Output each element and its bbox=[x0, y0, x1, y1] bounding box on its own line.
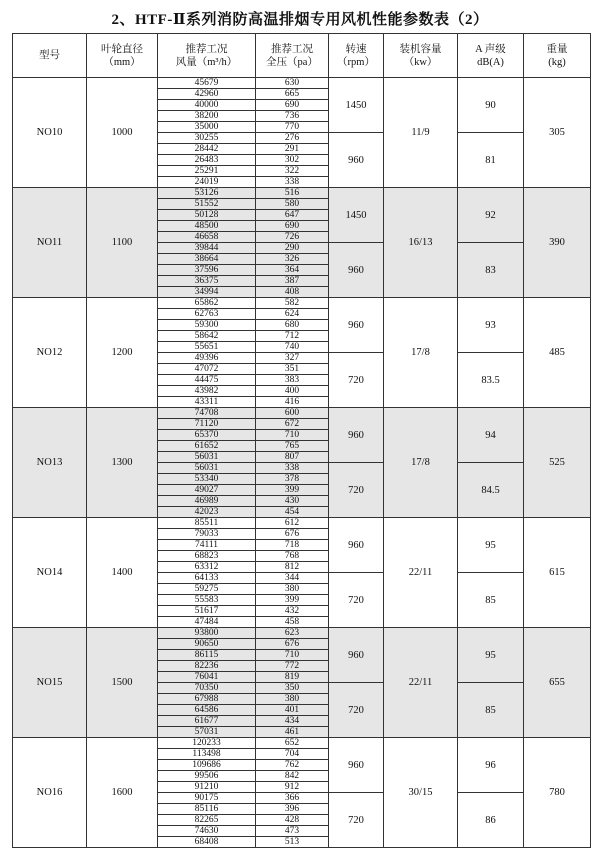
pressure-cell: 718 bbox=[256, 540, 329, 551]
pressure-cell: 710 bbox=[256, 650, 329, 661]
power-cell: 16/13 bbox=[384, 188, 458, 298]
speed-cell: 960 bbox=[329, 408, 384, 463]
header-power-line1: 装机容量 bbox=[399, 43, 442, 55]
airflow-cell: 43982 bbox=[158, 386, 256, 397]
pressure-cell: 740 bbox=[256, 342, 329, 353]
diameter-cell: 1100 bbox=[87, 188, 158, 298]
model-cell: NO12 bbox=[13, 298, 87, 408]
table-row bbox=[13, 188, 591, 199]
airflow-cell: 85511 bbox=[158, 518, 256, 529]
noise-cell: 92 bbox=[458, 188, 524, 243]
airflow-cell: 63312 bbox=[158, 562, 256, 573]
airflow-cell: 113498 bbox=[158, 749, 256, 760]
pressure-cell: 461 bbox=[256, 727, 329, 738]
pressure-cell: 762 bbox=[256, 760, 329, 771]
table-body bbox=[13, 78, 591, 848]
airflow-cell: 47484 bbox=[158, 617, 256, 628]
pressure-cell: 454 bbox=[256, 507, 329, 518]
header-diameter bbox=[87, 34, 158, 78]
noise-cell: 83 bbox=[458, 243, 524, 298]
airflow-cell: 74708 bbox=[158, 408, 256, 419]
airflow-cell: 49027 bbox=[158, 485, 256, 496]
noise-cell: 85 bbox=[458, 573, 524, 628]
airflow-cell: 85116 bbox=[158, 804, 256, 815]
pressure-cell: 276 bbox=[256, 133, 329, 144]
airflow-cell: 57031 bbox=[158, 727, 256, 738]
airflow-cell: 120233 bbox=[158, 738, 256, 749]
airflow-cell: 56031 bbox=[158, 452, 256, 463]
airflow-cell: 61677 bbox=[158, 716, 256, 727]
pressure-cell: 736 bbox=[256, 111, 329, 122]
header-weight-line1: 重量 bbox=[546, 43, 568, 55]
pressure-cell: 338 bbox=[256, 177, 329, 188]
pressure-cell: 291 bbox=[256, 144, 329, 155]
speed-cell: 720 bbox=[329, 463, 384, 518]
weight-cell: 780 bbox=[524, 738, 591, 848]
airflow-cell: 24019 bbox=[158, 177, 256, 188]
speed-cell: 1450 bbox=[329, 188, 384, 243]
airflow-cell: 70350 bbox=[158, 683, 256, 694]
header-model-line1: 型号 bbox=[39, 50, 60, 61]
page-title: 2、HTF-Ⅱ系列消防高温排烟专用风机性能参数表（2） bbox=[111, 12, 489, 28]
pressure-cell: 623 bbox=[256, 628, 329, 639]
header-model bbox=[13, 34, 87, 78]
noise-cell: 85 bbox=[458, 683, 524, 738]
header-speed-line2: （rpm） bbox=[337, 56, 375, 68]
airflow-cell: 74111 bbox=[158, 540, 256, 551]
speed-cell: 720 bbox=[329, 793, 384, 848]
pressure-cell: 765 bbox=[256, 441, 329, 452]
pressure-cell: 401 bbox=[256, 705, 329, 716]
model-cell: NO10 bbox=[13, 78, 87, 188]
airflow-cell: 46989 bbox=[158, 496, 256, 507]
table-header-row bbox=[13, 34, 591, 78]
table-row bbox=[13, 78, 591, 89]
pressure-cell: 380 bbox=[256, 584, 329, 595]
noise-cell: 84.5 bbox=[458, 463, 524, 518]
pressure-cell: 416 bbox=[256, 397, 329, 408]
pressure-cell: 290 bbox=[256, 243, 329, 254]
pressure-cell: 612 bbox=[256, 518, 329, 529]
pressure-cell: 322 bbox=[256, 166, 329, 177]
airflow-cell: 43311 bbox=[158, 397, 256, 408]
pressure-cell: 600 bbox=[256, 408, 329, 419]
pressure-cell: 364 bbox=[256, 265, 329, 276]
airflow-cell: 47072 bbox=[158, 364, 256, 375]
pressure-cell: 387 bbox=[256, 276, 329, 287]
airflow-cell: 53340 bbox=[158, 474, 256, 485]
diameter-cell: 1400 bbox=[87, 518, 158, 628]
speed-cell: 960 bbox=[329, 133, 384, 188]
pressure-cell: 676 bbox=[256, 529, 329, 540]
diameter-cell: 1300 bbox=[87, 408, 158, 518]
pressure-cell: 327 bbox=[256, 353, 329, 364]
header-speed bbox=[329, 34, 384, 78]
pressure-cell: 302 bbox=[256, 155, 329, 166]
model-cell: NO15 bbox=[13, 628, 87, 738]
airflow-cell: 30255 bbox=[158, 133, 256, 144]
speed-cell: 1450 bbox=[329, 78, 384, 133]
power-cell: 17/8 bbox=[384, 408, 458, 518]
table-row bbox=[13, 298, 591, 309]
airflow-cell: 61652 bbox=[158, 441, 256, 452]
header-noise bbox=[458, 34, 524, 78]
pressure-cell: 396 bbox=[256, 804, 329, 815]
pressure-cell: 399 bbox=[256, 595, 329, 606]
pressure-cell: 378 bbox=[256, 474, 329, 485]
weight-cell: 525 bbox=[524, 408, 591, 518]
pressure-cell: 770 bbox=[256, 122, 329, 133]
pressure-cell: 647 bbox=[256, 210, 329, 221]
weight-cell: 305 bbox=[524, 78, 591, 188]
noise-cell: 93 bbox=[458, 298, 524, 353]
noise-cell: 86 bbox=[458, 793, 524, 848]
diameter-cell: 1600 bbox=[87, 738, 158, 848]
airflow-cell: 56031 bbox=[158, 463, 256, 474]
pressure-cell: 434 bbox=[256, 716, 329, 727]
airflow-cell: 38664 bbox=[158, 254, 256, 265]
airflow-cell: 51617 bbox=[158, 606, 256, 617]
pressure-cell: 380 bbox=[256, 694, 329, 705]
pressure-cell: 652 bbox=[256, 738, 329, 749]
airflow-cell: 39844 bbox=[158, 243, 256, 254]
header-diameter-line1: 叶轮直径 bbox=[101, 43, 143, 55]
airflow-cell: 46658 bbox=[158, 232, 256, 243]
speed-cell: 960 bbox=[329, 518, 384, 573]
airflow-cell: 55583 bbox=[158, 595, 256, 606]
airflow-cell: 91210 bbox=[158, 782, 256, 793]
pressure-cell: 772 bbox=[256, 661, 329, 672]
header-airflow-line1: 推荐工况 bbox=[185, 43, 228, 55]
pressure-cell: 400 bbox=[256, 386, 329, 397]
table-row bbox=[13, 738, 591, 749]
weight-cell: 655 bbox=[524, 628, 591, 738]
pressure-cell: 672 bbox=[256, 419, 329, 430]
airflow-cell: 35000 bbox=[158, 122, 256, 133]
diameter-cell: 1000 bbox=[87, 78, 158, 188]
pressure-cell: 712 bbox=[256, 331, 329, 342]
airflow-cell: 82236 bbox=[158, 661, 256, 672]
pressure-cell: 351 bbox=[256, 364, 329, 375]
power-cell: 17/8 bbox=[384, 298, 458, 408]
pressure-cell: 676 bbox=[256, 639, 329, 650]
noise-cell: 81 bbox=[458, 133, 524, 188]
airflow-cell: 64133 bbox=[158, 573, 256, 584]
airflow-cell: 45679 bbox=[158, 78, 256, 89]
header-noise-line1: A 声级 bbox=[475, 43, 506, 55]
table-row bbox=[13, 408, 591, 419]
airflow-cell: 36375 bbox=[158, 276, 256, 287]
power-cell: 11/9 bbox=[384, 78, 458, 188]
airflow-cell: 42960 bbox=[158, 89, 256, 100]
pressure-cell: 680 bbox=[256, 320, 329, 331]
airflow-cell: 55651 bbox=[158, 342, 256, 353]
airflow-cell: 58642 bbox=[158, 331, 256, 342]
pressure-cell: 710 bbox=[256, 430, 329, 441]
pressure-cell: 624 bbox=[256, 309, 329, 320]
airflow-cell: 76041 bbox=[158, 672, 256, 683]
header-noise-line2: dB(A) bbox=[477, 56, 504, 68]
airflow-cell: 40000 bbox=[158, 100, 256, 111]
header-airflow-line2: 风量（m³/h） bbox=[175, 56, 238, 68]
header-pressure-line2: 全压（pa） bbox=[266, 56, 318, 68]
airflow-cell: 59300 bbox=[158, 320, 256, 331]
pressure-cell: 338 bbox=[256, 463, 329, 474]
pressure-cell: 399 bbox=[256, 485, 329, 496]
airflow-cell: 79033 bbox=[158, 529, 256, 540]
airflow-cell: 59275 bbox=[158, 584, 256, 595]
airflow-cell: 86115 bbox=[158, 650, 256, 661]
pressure-cell: 383 bbox=[256, 375, 329, 386]
pressure-cell: 513 bbox=[256, 837, 329, 848]
header-pressure-line1: 推荐工况 bbox=[271, 43, 313, 55]
speed-cell: 720 bbox=[329, 683, 384, 738]
pressure-cell: 912 bbox=[256, 782, 329, 793]
pressure-cell: 582 bbox=[256, 298, 329, 309]
airflow-cell: 50128 bbox=[158, 210, 256, 221]
pressure-cell: 344 bbox=[256, 573, 329, 584]
pressure-cell: 726 bbox=[256, 232, 329, 243]
header-diameter-line2: （mm） bbox=[103, 56, 141, 68]
pressure-cell: 408 bbox=[256, 287, 329, 298]
airflow-cell: 28442 bbox=[158, 144, 256, 155]
noise-cell: 96 bbox=[458, 738, 524, 793]
speed-cell: 960 bbox=[329, 738, 384, 793]
pressure-cell: 432 bbox=[256, 606, 329, 617]
pressure-cell: 768 bbox=[256, 551, 329, 562]
model-cell: NO13 bbox=[13, 408, 87, 518]
airflow-cell: 34994 bbox=[158, 287, 256, 298]
airflow-cell: 26483 bbox=[158, 155, 256, 166]
noise-cell: 90 bbox=[458, 78, 524, 133]
pressure-cell: 366 bbox=[256, 793, 329, 804]
pressure-cell: 516 bbox=[256, 188, 329, 199]
speed-cell: 720 bbox=[329, 573, 384, 628]
pressure-cell: 819 bbox=[256, 672, 329, 683]
pressure-cell: 704 bbox=[256, 749, 329, 760]
airflow-cell: 62763 bbox=[158, 309, 256, 320]
noise-cell: 83.5 bbox=[458, 353, 524, 408]
airflow-cell: 74630 bbox=[158, 826, 256, 837]
pressure-cell: 350 bbox=[256, 683, 329, 694]
pressure-cell: 807 bbox=[256, 452, 329, 463]
pressure-cell: 580 bbox=[256, 199, 329, 210]
airflow-cell: 65862 bbox=[158, 298, 256, 309]
airflow-cell: 44475 bbox=[158, 375, 256, 386]
power-cell: 22/11 bbox=[384, 628, 458, 738]
header-power bbox=[384, 34, 458, 78]
airflow-cell: 38200 bbox=[158, 111, 256, 122]
pressure-cell: 690 bbox=[256, 221, 329, 232]
model-cell: NO16 bbox=[13, 738, 87, 848]
airflow-cell: 109686 bbox=[158, 760, 256, 771]
diameter-cell: 1200 bbox=[87, 298, 158, 408]
airflow-cell: 37596 bbox=[158, 265, 256, 276]
airflow-cell: 68408 bbox=[158, 837, 256, 848]
airflow-cell: 82265 bbox=[158, 815, 256, 826]
pressure-cell: 326 bbox=[256, 254, 329, 265]
speed-cell: 960 bbox=[329, 298, 384, 353]
airflow-cell: 49396 bbox=[158, 353, 256, 364]
airflow-cell: 71120 bbox=[158, 419, 256, 430]
pressure-cell: 473 bbox=[256, 826, 329, 837]
pressure-cell: 812 bbox=[256, 562, 329, 573]
header-power-line2: （kw） bbox=[403, 56, 438, 68]
airflow-cell: 51552 bbox=[158, 199, 256, 210]
pressure-cell: 430 bbox=[256, 496, 329, 507]
table-row bbox=[13, 518, 591, 529]
header-airflow bbox=[158, 34, 256, 78]
airflow-cell: 42023 bbox=[158, 507, 256, 518]
speed-cell: 960 bbox=[329, 628, 384, 683]
model-cell: NO14 bbox=[13, 518, 87, 628]
header-pressure bbox=[256, 34, 329, 78]
pressure-cell: 458 bbox=[256, 617, 329, 628]
airflow-cell: 67988 bbox=[158, 694, 256, 705]
airflow-cell: 65370 bbox=[158, 430, 256, 441]
weight-cell: 485 bbox=[524, 298, 591, 408]
speed-cell: 720 bbox=[329, 353, 384, 408]
diameter-cell: 1500 bbox=[87, 628, 158, 738]
model-cell: NO11 bbox=[13, 188, 87, 298]
pressure-cell: 842 bbox=[256, 771, 329, 782]
noise-cell: 95 bbox=[458, 518, 524, 573]
airflow-cell: 90650 bbox=[158, 639, 256, 650]
airflow-cell: 68823 bbox=[158, 551, 256, 562]
noise-cell: 95 bbox=[458, 628, 524, 683]
header-weight bbox=[524, 34, 591, 78]
power-cell: 22/11 bbox=[384, 518, 458, 628]
airflow-cell: 48500 bbox=[158, 221, 256, 232]
pressure-cell: 630 bbox=[256, 78, 329, 89]
pressure-cell: 690 bbox=[256, 100, 329, 111]
pressure-cell: 665 bbox=[256, 89, 329, 100]
table-row bbox=[13, 628, 591, 639]
airflow-cell: 64586 bbox=[158, 705, 256, 716]
airflow-cell: 90175 bbox=[158, 793, 256, 804]
weight-cell: 615 bbox=[524, 518, 591, 628]
power-cell: 30/15 bbox=[384, 738, 458, 848]
performance-table bbox=[12, 33, 591, 848]
header-weight-line2: (kg) bbox=[548, 56, 566, 68]
airflow-cell: 25291 bbox=[158, 166, 256, 177]
speed-cell: 960 bbox=[329, 243, 384, 298]
pressure-cell: 428 bbox=[256, 815, 329, 826]
header-speed-line1: 转速 bbox=[345, 43, 367, 55]
airflow-cell: 99506 bbox=[158, 771, 256, 782]
airflow-cell: 93800 bbox=[158, 628, 256, 639]
weight-cell: 390 bbox=[524, 188, 591, 298]
noise-cell: 94 bbox=[458, 408, 524, 463]
airflow-cell: 53126 bbox=[158, 188, 256, 199]
